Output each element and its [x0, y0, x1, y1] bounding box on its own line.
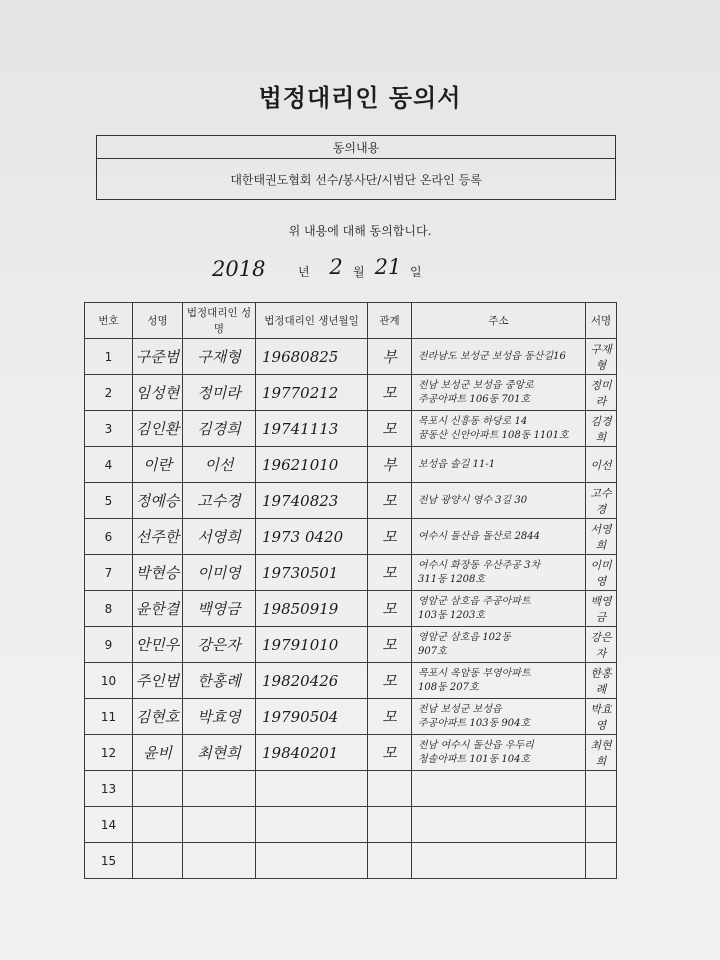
- guardian-name: 서영희: [183, 519, 256, 555]
- student-name: 안민우: [133, 627, 183, 663]
- address-line: 907호: [418, 645, 447, 657]
- student-name: [133, 807, 183, 843]
- student-name: 김현호: [133, 699, 183, 735]
- date-month: 2: [329, 255, 343, 279]
- row-number: 14: [85, 807, 133, 843]
- relationship: [368, 771, 412, 807]
- student-name: [133, 843, 183, 879]
- guardian-birthdate: 19840201: [256, 735, 368, 771]
- relationship: 모: [368, 375, 412, 411]
- header-birth: 법정대리인 생년월일: [256, 303, 368, 339]
- relationship: [368, 807, 412, 843]
- signature: 이선: [586, 447, 617, 483]
- address-line: 영암군 삼호읍 주공아파트: [418, 595, 531, 607]
- relationship: 부: [368, 339, 412, 375]
- row-number: 9: [85, 627, 133, 663]
- signature: 박효영: [586, 699, 617, 735]
- guardian-birthdate: 19850919: [256, 591, 368, 627]
- student-name: 김인환: [133, 411, 183, 447]
- relationship: 모: [368, 591, 412, 627]
- row-number: 7: [85, 555, 133, 591]
- guardian-birthdate: 19820426: [256, 663, 368, 699]
- guardian-name: 이선: [183, 447, 256, 483]
- student-name: 박현승: [133, 555, 183, 591]
- address-line: 전남 여수시 돌산읍 우두리: [418, 739, 534, 751]
- student-name: 선주한: [133, 519, 183, 555]
- address: [412, 591, 586, 627]
- address-line: 여수시 화장동 우산주공 3차: [418, 559, 541, 571]
- table-row: [85, 663, 617, 699]
- guardian-birthdate: 19741113: [256, 411, 368, 447]
- guardian-name: 고수경: [183, 483, 256, 519]
- row-number: 10: [85, 663, 133, 699]
- row-number: 5: [85, 483, 133, 519]
- address-line: 전라남도 보성군 보성읍 동산길16: [418, 350, 566, 362]
- relationship: 모: [368, 519, 412, 555]
- guardian-birthdate: 19680825: [256, 339, 368, 375]
- address-line: 전남 보성군 보성읍 중앙로: [418, 379, 534, 391]
- signature: 구재형: [586, 339, 617, 375]
- date-day: 21: [374, 255, 402, 279]
- student-name: 윤비: [133, 735, 183, 771]
- address: [412, 375, 586, 411]
- row-number: 11: [85, 699, 133, 735]
- relationship: 모: [368, 411, 412, 447]
- address: [412, 735, 586, 771]
- table-row: [85, 483, 617, 519]
- address-line: 목포시 옥암동 부영아파트: [418, 667, 531, 679]
- header-address: 주소: [412, 303, 586, 339]
- table-row: [85, 375, 617, 411]
- guardian-name: 김경희: [183, 411, 256, 447]
- guardian-birthdate: 19791010: [256, 627, 368, 663]
- row-number: 6: [85, 519, 133, 555]
- signature: 서영희: [586, 519, 617, 555]
- signature: 이미영: [586, 555, 617, 591]
- table-row: [85, 627, 617, 663]
- consent-header: 동의내용: [97, 136, 615, 159]
- student-name: 정예승: [133, 483, 183, 519]
- relationship: 모: [368, 663, 412, 699]
- row-number: 4: [85, 447, 133, 483]
- relationship: 모: [368, 555, 412, 591]
- signature: 백영금: [586, 591, 617, 627]
- signature: [586, 843, 617, 879]
- address: [412, 483, 586, 519]
- signature: 김경희: [586, 411, 617, 447]
- agree-statement: 위 내용에 대해 동의합니다.: [288, 224, 432, 238]
- student-name: 윤한결: [133, 591, 183, 627]
- document-title: 법정대리인 동의서: [258, 84, 462, 112]
- address-line: 108동 207호: [418, 681, 479, 693]
- signature: [586, 807, 617, 843]
- guardian-birthdate: 19740823: [256, 483, 368, 519]
- guardian-consent-table: [84, 302, 617, 879]
- signature: 최현희: [586, 735, 617, 771]
- relationship: [368, 843, 412, 879]
- guardian-birthdate: 19621010: [256, 447, 368, 483]
- guardian-birthdate: 1973 0420: [256, 519, 368, 555]
- table-row: [85, 807, 617, 843]
- relationship: 모: [368, 735, 412, 771]
- relationship: 모: [368, 699, 412, 735]
- address-line: 전남 광양시 영수 3길 30: [418, 494, 528, 506]
- table-row: [85, 771, 617, 807]
- table-row: [85, 699, 617, 735]
- address-line: 꿈동산 신안아파트 108동 1101호: [418, 429, 569, 441]
- relationship: 모: [368, 627, 412, 663]
- header-name: 성명: [133, 303, 183, 339]
- address: [412, 519, 586, 555]
- signature: [586, 771, 617, 807]
- date-year: 2018: [212, 257, 266, 281]
- address: [412, 771, 586, 807]
- table-header-row: [85, 303, 617, 339]
- signature: 한홍례: [586, 663, 617, 699]
- row-number: 3: [85, 411, 133, 447]
- address-line: 여수시 돌산읍 돌산로 2844: [418, 530, 540, 542]
- relationship: 부: [368, 447, 412, 483]
- guardian-name: 이미영: [183, 555, 256, 591]
- address: [412, 339, 586, 375]
- row-number: 1: [85, 339, 133, 375]
- consent-box: [96, 135, 616, 200]
- guardian-birthdate: [256, 807, 368, 843]
- guardian-birthdate: 19770212: [256, 375, 368, 411]
- consent-body: 대한태권도협회 선수/봉사단/시범단 온라인 등록: [230, 172, 482, 187]
- header-no: 번호: [85, 303, 133, 339]
- table-row: [85, 339, 617, 375]
- guardian-name: 박효영: [183, 699, 256, 735]
- address: [412, 555, 586, 591]
- guardian-name: 구재형: [183, 339, 256, 375]
- guardian-name: 강은자: [183, 627, 256, 663]
- address-line: 311동 1208호: [418, 573, 486, 585]
- guardian-name: [183, 807, 256, 843]
- guardian-name: 한홍례: [183, 663, 256, 699]
- date-year-unit: 년: [298, 265, 310, 279]
- table-row: [85, 591, 617, 627]
- row-number: 15: [85, 843, 133, 879]
- signature: 고수경: [586, 483, 617, 519]
- guardian-name: 백영금: [183, 591, 256, 627]
- table-body: [85, 339, 617, 879]
- row-number: 2: [85, 375, 133, 411]
- student-name: 이란: [133, 447, 183, 483]
- guardian-name: 최현희: [183, 735, 256, 771]
- table-row: [85, 519, 617, 555]
- address-line: 청솔아파트 101동 104호: [418, 753, 531, 765]
- guardian-name: [183, 843, 256, 879]
- student-name: [133, 771, 183, 807]
- address-line: 103동 1203호: [418, 609, 486, 621]
- address: [412, 807, 586, 843]
- address: [412, 627, 586, 663]
- relationship: 모: [368, 483, 412, 519]
- table-row: [85, 843, 617, 879]
- address-line: 목포시 신흥동 하당로 14: [418, 415, 528, 427]
- student-name: 주인범: [133, 663, 183, 699]
- header-relation: 관계: [368, 303, 412, 339]
- address-line: 전남 보성군 보성읍: [418, 703, 502, 715]
- signature: 강은자: [586, 627, 617, 663]
- guardian-birthdate: 19790504: [256, 699, 368, 735]
- header-guardian: 법정대리인 성명: [183, 303, 256, 339]
- row-number: 8: [85, 591, 133, 627]
- guardian-name: [183, 771, 256, 807]
- address: [412, 411, 586, 447]
- address-line: 주공아파트 103동 904호: [418, 717, 531, 729]
- date-month-unit: 월: [353, 265, 365, 279]
- header-signature: 서명: [586, 303, 617, 339]
- table-row: [85, 735, 617, 771]
- table-row: [85, 411, 617, 447]
- address-line: 보성읍 솔길 11-1: [418, 458, 496, 470]
- guardian-name: 정미라: [183, 375, 256, 411]
- address: [412, 663, 586, 699]
- address-line: 영암군 삼호읍 102동: [418, 631, 512, 643]
- address: [412, 843, 586, 879]
- address-line: 주공아파트 106동 701호: [418, 393, 531, 405]
- address: [412, 447, 586, 483]
- guardian-birthdate: 19730501: [256, 555, 368, 591]
- guardian-birthdate: [256, 843, 368, 879]
- student-name: 임성현: [133, 375, 183, 411]
- signature: 정미라: [586, 375, 617, 411]
- row-number: 12: [85, 735, 133, 771]
- table-row: [85, 447, 617, 483]
- address: [412, 699, 586, 735]
- row-number: 13: [85, 771, 133, 807]
- date-day-unit: 일: [410, 265, 422, 279]
- student-name: 구준범: [133, 339, 183, 375]
- table-row: [85, 555, 617, 591]
- guardian-birthdate: [256, 771, 368, 807]
